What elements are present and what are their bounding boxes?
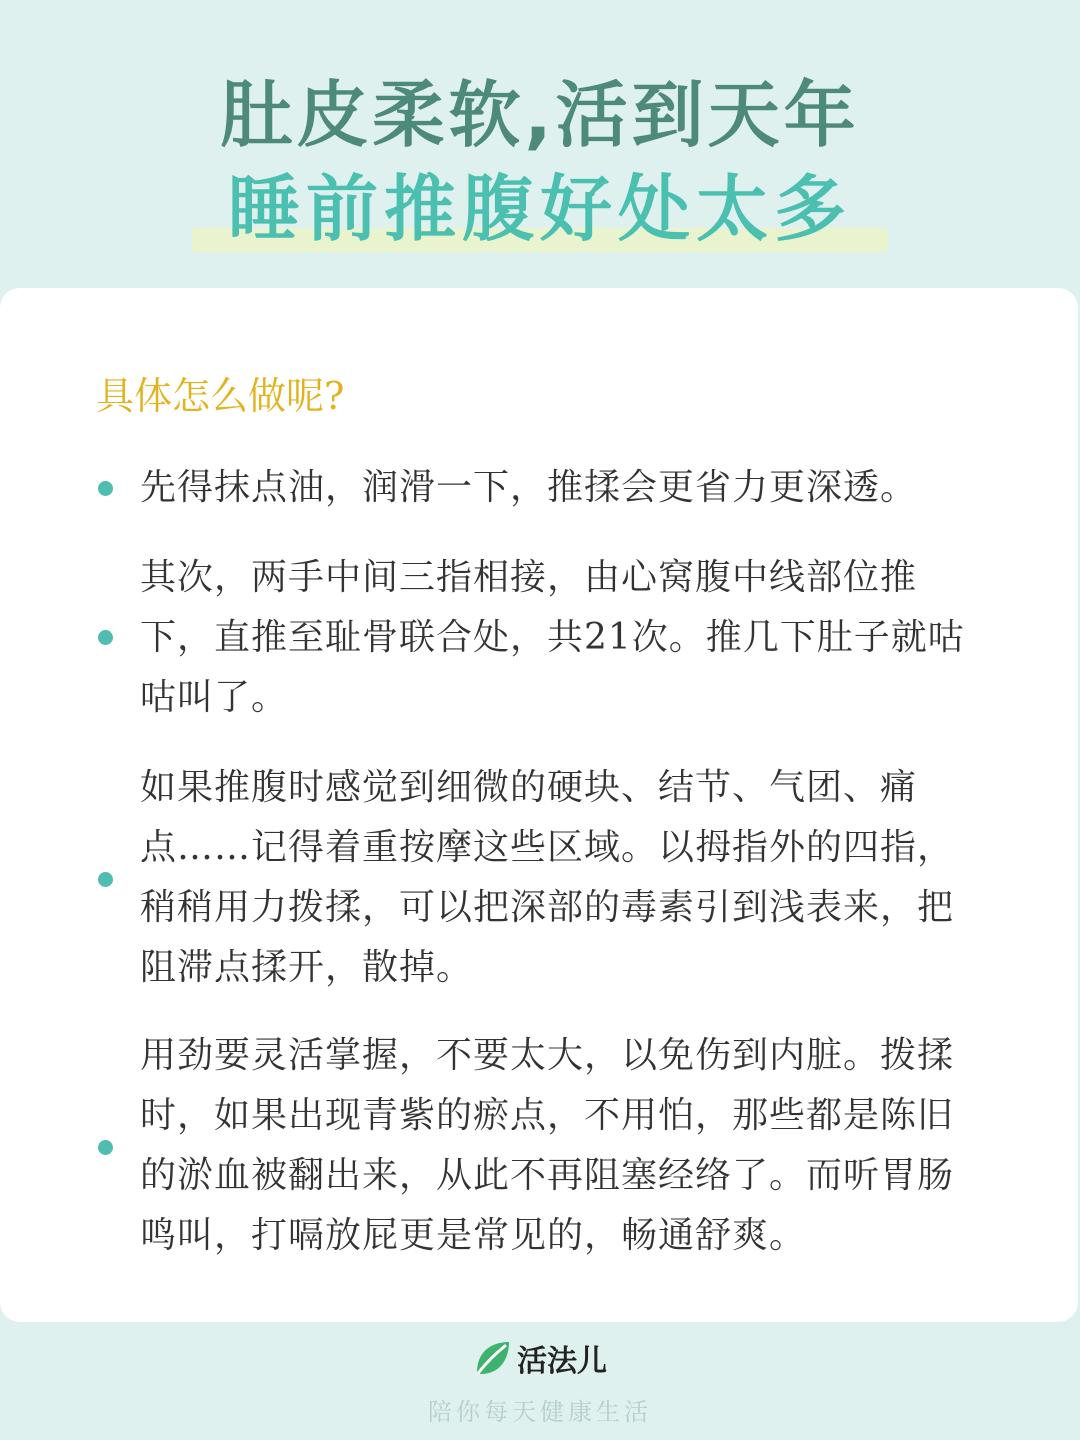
page-title-line2: 睡前推腹好处太多 [227, 167, 852, 251]
bullet-dot [98, 481, 113, 496]
leaf-icon [473, 1338, 513, 1378]
list-item-text: 如果推腹时感觉到细微的硬块、结节、气团、痛点……记得着重按摩这些区域。以拇指外的四指，稍稍用力拨揉，可以把深部的毒素引到浅表来，把阻滞点揉开，散掉。 [140, 767, 955, 988]
section-heading: 具体怎么做呢? [96, 374, 345, 418]
page-subtitle-wrap [228, 164, 852, 254]
bullet-dot [98, 872, 113, 887]
brand-slogan: 陪你每天健康生活 [428, 1398, 652, 1426]
page-title-line1: 肚皮柔软,活到天年 [220, 73, 860, 157]
list-item-text: 用劲要灵活掌握，不要太大，以免伤到内脏。拨揉时，如果出现青紫的瘀点，不用怕，那些都是陈旧的淤血被翻出来，从此不再阻塞经络了。而听胃肠鸣叫，打嗝放屁更是常见的，畅通舒爽。 [140, 1035, 955, 1256]
list-item-text: 其次，两手中间三指相接，由心窝腹中线部位推下，直推至耻骨联合处，共21次。推几下肚子就咕咕叫了。 [140, 557, 965, 718]
brand-row [473, 1336, 607, 1380]
bullet-dot [98, 1140, 113, 1155]
brand-name: 活法儿 [517, 1344, 607, 1379]
footer [0, 1336, 1080, 1427]
title-block [0, 70, 1080, 254]
bullet-dot [98, 630, 113, 645]
list-item-text: 先得抹点油，润滑一下，推揉会更省力更深透。 [140, 467, 918, 508]
